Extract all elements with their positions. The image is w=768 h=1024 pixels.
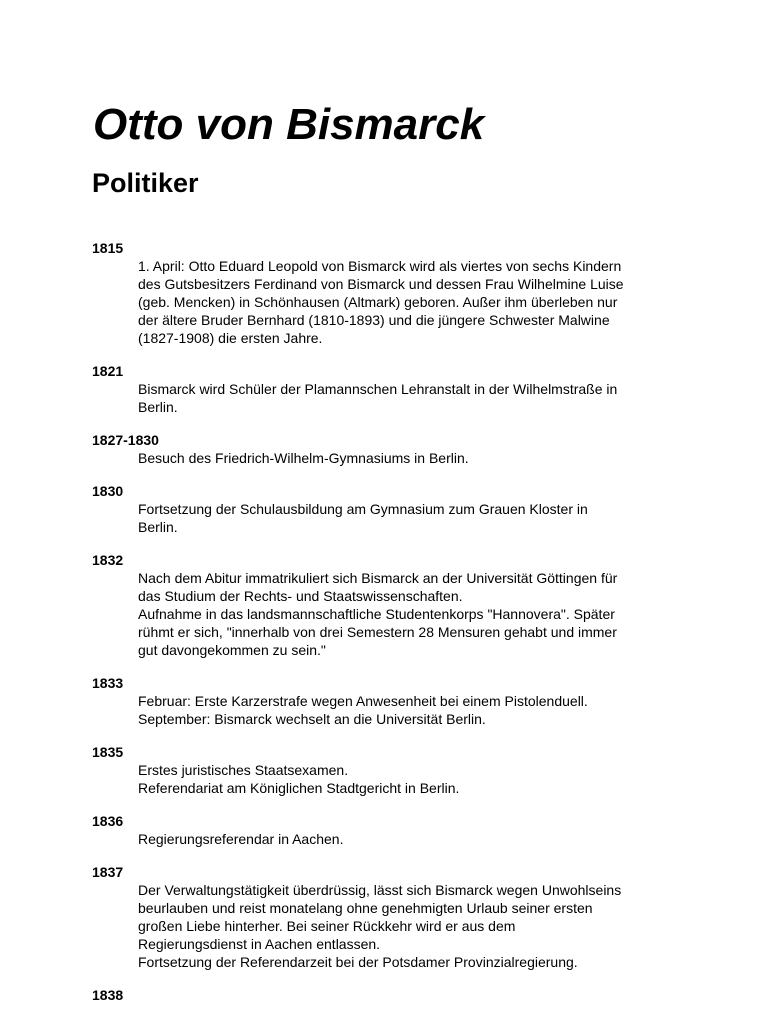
entry-line: (1827-1908) die ersten Jahre. <box>138 330 323 346</box>
entry-line: Berlin. <box>138 399 178 415</box>
entry-line: Regierungsreferendar in Aachen. <box>138 831 344 847</box>
page-subtitle: Politiker <box>92 168 199 198</box>
entry-year: 1835 <box>92 744 124 760</box>
entry-line: Fortsetzung der Referendarzeit bei der Potsdamer Provinzialregierung. <box>138 954 578 970</box>
timeline-entry <box>92 743 692 797</box>
entry-year: 1837 <box>92 864 124 880</box>
timeline-entry <box>92 362 692 416</box>
entry-text <box>138 830 692 848</box>
timeline-entry <box>92 863 692 971</box>
entry-year: 1832 <box>92 552 124 568</box>
entry-text <box>138 881 692 971</box>
entry-line: Februar: Erste Karzerstrafe wegen Anwesenheit bei einem Pistolenduell. <box>138 693 588 709</box>
entry-line: September: Bismarck wechselt an die Universität Berlin. <box>138 711 486 727</box>
entry-line: das Studium der Rechts- und Staatswissenschaften. <box>138 588 463 604</box>
entry-year: 1815 <box>92 240 124 256</box>
entry-text <box>138 761 692 797</box>
entry-line: (geb. Mencken) in Schönhausen (Altmark) geboren. Außer ihm überleben nur <box>138 294 618 310</box>
entry-line: Berlin. <box>138 519 178 535</box>
entry-line: Erstes juristisches Staatsexamen. <box>138 762 349 778</box>
entry-year: 1827-1830 <box>92 432 159 448</box>
entry-line: Fortsetzung der Schulausbildung am Gymnasium zum Grauen Kloster in <box>138 501 588 517</box>
timeline-entry <box>92 551 692 659</box>
entry-text <box>138 692 692 728</box>
timeline-entry <box>92 482 692 536</box>
entry-line: Aufnahme in das landsmannschaftliche Studentenkorps "Hannovera". Später <box>138 606 615 622</box>
entry-line: Der Verwaltungstätigkeit überdrüssig, lässt sich Bismarck wegen Unwohlseins <box>138 882 622 898</box>
entry-text <box>138 569 692 659</box>
timeline-entry <box>92 812 692 848</box>
entry-line: Referendariat am Königlichen Stadtgericht in Berlin. <box>138 780 460 796</box>
entry-year: 1833 <box>92 675 124 691</box>
entry-line: großen Liebe hinterher. Bei seiner Rückkehr wird er aus dem <box>138 918 516 934</box>
entry-text <box>138 257 692 347</box>
entry-year: 1821 <box>92 363 124 379</box>
timeline <box>92 239 692 1019</box>
entry-text <box>138 500 692 536</box>
entry-text <box>138 449 692 467</box>
timeline-entry <box>92 986 692 1004</box>
entry-line: rühmt er sich, "innerhalb von drei Semestern 28 Mensuren gehabt und immer <box>138 624 617 640</box>
entry-line: gut davongekommen zu sein." <box>138 642 326 658</box>
entry-line: 1. April: Otto Eduard Leopold von Bismarck wird als viertes von sechs Kindern <box>138 258 622 274</box>
timeline-entry <box>92 674 692 728</box>
entry-line: Bismarck wird Schüler der Plamannschen Lehranstalt in der Wilhelmstraße in <box>138 381 618 397</box>
entry-line: der ältere Bruder Bernhard (1810-1893) und die jüngere Schwester Malwine <box>138 312 610 328</box>
timeline-entry <box>92 431 692 467</box>
page-title: Otto von Bismarck <box>93 100 485 149</box>
entry-line: Besuch des Friedrich-Wilhelm-Gymnasiums in Berlin. <box>138 450 469 466</box>
entry-line: Nach dem Abitur immatrikuliert sich Bismarck an der Universität Göttingen für <box>138 570 618 586</box>
entry-year: 1838 <box>92 987 124 1003</box>
entry-year: 1836 <box>92 813 124 829</box>
entry-line: des Gutsbesitzers Ferdinand von Bismarck und dessen Frau Wilhelmine Luise <box>138 276 624 292</box>
entry-year: 1830 <box>92 483 124 499</box>
entry-line: Regierungsdienst in Aachen entlassen. <box>138 936 381 952</box>
entry-text <box>138 380 692 416</box>
timeline-entry <box>92 239 692 347</box>
entry-line: beurlauben und reist monatelang ohne genehmigten Urlaub seiner ersten <box>138 900 593 916</box>
